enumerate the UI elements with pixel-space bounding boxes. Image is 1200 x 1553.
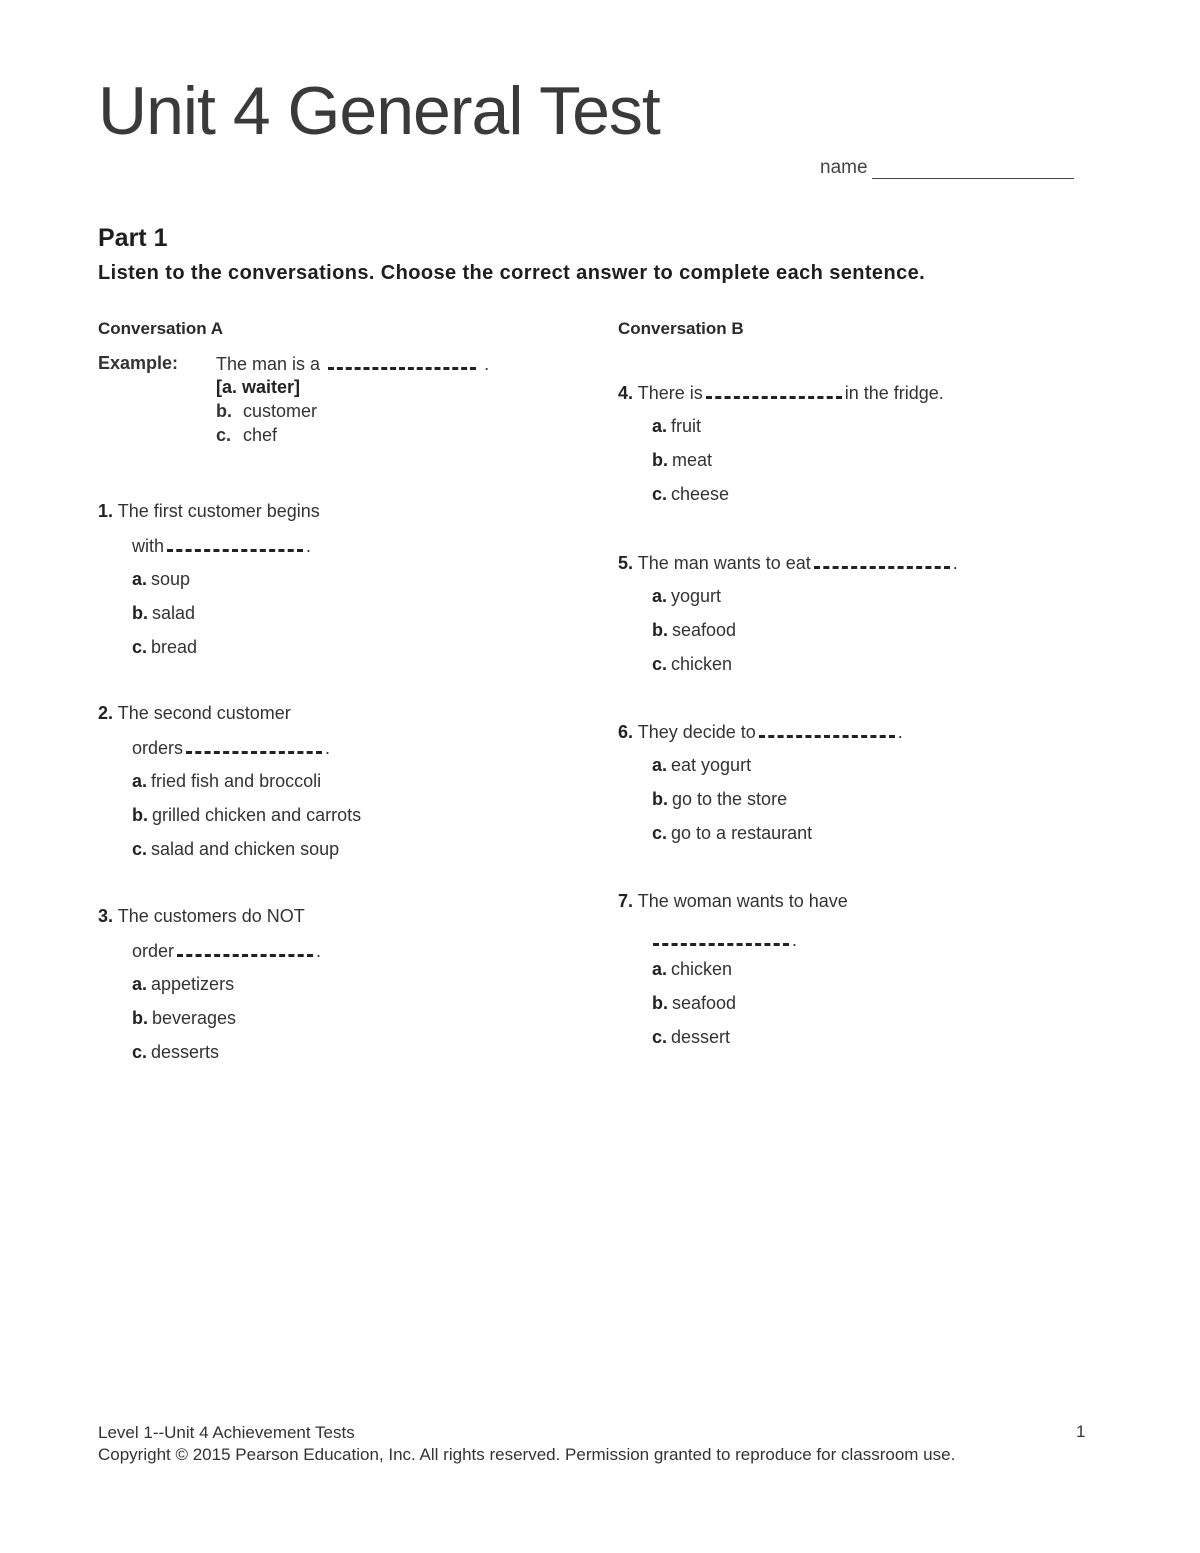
option-b[interactable]: b. seafood <box>652 993 737 1013</box>
name-blank-line[interactable] <box>872 156 1074 179</box>
option-c[interactable]: c. go to a restaurant <box>652 823 813 843</box>
option-c[interactable]: c. dessert <box>652 1027 731 1047</box>
example-label: Example: <box>98 353 179 373</box>
option-b[interactable]: b. beverages <box>132 1008 237 1028</box>
option-b[interactable]: b. meat <box>652 450 713 470</box>
footer <box>98 1422 955 1466</box>
page-number: 1 <box>1076 1422 1086 1441</box>
example-stem-end: . <box>484 354 490 374</box>
conversation-a-heading: Conversation A <box>98 319 224 338</box>
answer-blank <box>167 535 303 552</box>
answer-blank <box>706 382 842 399</box>
option-a[interactable]: a. soup <box>132 569 191 589</box>
example-option-b: b. customer <box>216 401 318 421</box>
option-a[interactable]: a. fried fish and broccoli <box>132 771 322 791</box>
question-2: 2. The second customer orders . a. fried fish and broccoli b. grilled chicken and carrots c. salad and chicken soup <box>98 703 361 873</box>
option-a[interactable]: a. yogurt <box>652 586 722 606</box>
answer-blank <box>177 940 313 957</box>
footer-copyright: Copyright © 2015 Pearson Education, Inc. All rights reserved. Permission granted to reproduce for classroom use. <box>98 1445 956 1464</box>
question-5: 5. The man wants to eat . a. yogurt b. seafood c. chicken <box>618 552 958 688</box>
question-7: 7. The woman wants to have . a. chicken b. seafood c. dessert <box>618 891 848 1061</box>
option-c[interactable]: c. chicken <box>652 654 733 674</box>
answer-blank <box>814 552 950 569</box>
example-answer: [a. waiter] <box>216 377 301 397</box>
option-c[interactable]: c. salad and chicken soup <box>132 839 340 859</box>
option-c[interactable]: c. cheese <box>652 484 730 504</box>
name-field <box>820 156 1074 179</box>
example-stem: The man is a <box>216 354 321 374</box>
answer-blank <box>759 721 895 738</box>
option-c[interactable]: c. bread <box>132 637 198 657</box>
question-3: 3. The customers do NOT order . a. appetizers b. beverages c. desserts <box>98 906 321 1076</box>
question-6: 6. They decide to . a. eat yogurt b. go to the store c. go to a restaurant <box>618 721 903 857</box>
footer-level: Level 1--Unit 4 Achievement Tests <box>98 1423 355 1442</box>
option-a[interactable]: a. chicken <box>652 959 733 979</box>
part-heading: Part 1 <box>98 224 168 252</box>
page-title: Unit 4 General Test <box>98 73 660 149</box>
name-label: name <box>820 157 868 178</box>
question-4: 4. There is in the fridge. a. fruit b. meat c. cheese <box>618 382 944 518</box>
answer-blank <box>186 737 322 754</box>
option-a[interactable]: a. appetizers <box>132 974 235 994</box>
question-1: 1. The first customer begins with . a. soup b. salad c. bread <box>98 501 320 671</box>
answer-blank <box>328 353 476 370</box>
option-a[interactable]: a. eat yogurt <box>652 755 752 775</box>
option-b[interactable]: b. salad <box>132 603 196 623</box>
option-a[interactable]: a. fruit <box>652 416 702 436</box>
instructions: Listen to the conversations. Choose the correct answer to complete each sentence. <box>98 262 926 284</box>
conversation-b-heading: Conversation B <box>618 319 744 338</box>
example-option-c: c. chef <box>216 425 278 445</box>
option-c[interactable]: c. desserts <box>132 1042 220 1062</box>
option-b[interactable]: b. seafood <box>652 620 737 640</box>
option-b[interactable]: b. grilled chicken and carrots <box>132 805 362 825</box>
option-b[interactable]: b. go to the store <box>652 789 788 809</box>
answer-blank <box>653 929 789 946</box>
